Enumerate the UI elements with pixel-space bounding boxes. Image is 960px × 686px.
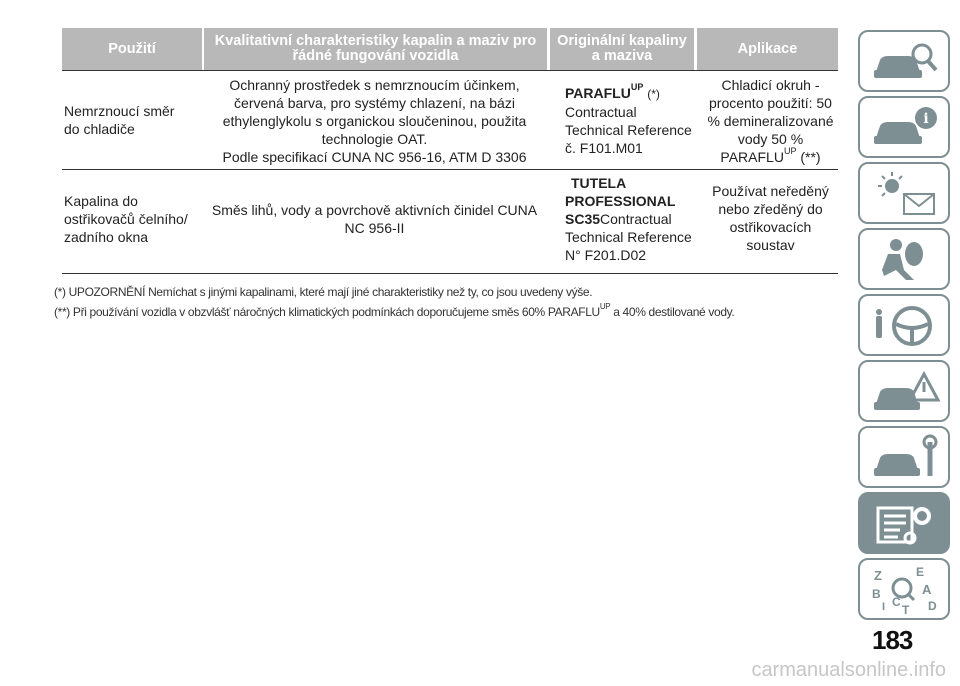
row-rule: [62, 169, 838, 170]
footnote-2-sup: UP: [599, 302, 611, 311]
tab-car-warning[interactable]: [858, 360, 950, 422]
index-letter-b: B: [872, 587, 881, 601]
car-info-icon: [870, 104, 942, 152]
row1-application-line: vody 50 %: [737, 131, 804, 147]
index-letter-c: C: [892, 595, 901, 609]
tab-car-wrench[interactable]: [858, 426, 950, 488]
car-warning-icon: [870, 368, 942, 416]
row1-spec: [202, 76, 547, 166]
row1-usage-line: Nemrznoucí směr: [64, 103, 175, 119]
index-letter-a: A: [922, 582, 932, 597]
row2-usage-line: zadního okna: [64, 229, 149, 245]
car-magnifier-icon: [870, 38, 942, 86]
tab-list-gear[interactable]: [858, 492, 950, 554]
svg-text:i: i: [923, 111, 929, 127]
header-usage: Použití: [62, 28, 202, 70]
tab-car-magnifier[interactable]: [858, 30, 950, 92]
header-application: Aplikace: [697, 28, 838, 70]
watermark: carmanualsonline.info: [751, 659, 946, 681]
row1-spec-line: Ochranný prostředek s nemrznoucím účinkem,: [229, 77, 520, 93]
row2-spec-line: NC 956-II: [344, 220, 405, 236]
tab-lights-envelope[interactable]: [858, 162, 950, 224]
index-letter-e: E: [916, 566, 925, 579]
tab-car-info[interactable]: [858, 96, 950, 158]
tab-index[interactable]: [858, 558, 950, 620]
footnote-2-text-end: a 40% destilované vody.: [610, 305, 735, 319]
row2-usage: [64, 192, 199, 246]
row1-application-line: procento použití: 50: [709, 95, 832, 111]
row2-spec: [202, 201, 547, 237]
footnotes: [54, 282, 734, 322]
row2-product: [565, 174, 705, 264]
product-name-sc35: SC35: [565, 211, 601, 227]
row2-product-ref: Technical Reference: [565, 229, 692, 245]
tab-steering-wheel[interactable]: [858, 294, 950, 356]
footnote-mark: (**): [800, 149, 821, 165]
product-name-paraflu: PARAFLU: [565, 85, 631, 101]
application-sup: UP: [783, 146, 797, 157]
index-letter-t: T: [902, 603, 910, 614]
header-rule: [62, 70, 838, 71]
row1-spec-line: Podle specifikací CUNA NC 956-16, ATM D 3306: [222, 149, 527, 165]
row2-product-ref: Contractual: [600, 211, 672, 227]
index-letter-z: Z: [874, 568, 882, 583]
row2-spec-line: Směs lihů, vody a povrchově aktivních činidel CUNA: [211, 202, 538, 218]
footnote-mark: (*): [647, 87, 660, 101]
header-products-line1: Originální kapaliny: [557, 33, 687, 49]
table-bottom-rule: [62, 273, 838, 274]
row1-product: [565, 84, 700, 157]
row2-usage-line: Kapalina do: [64, 193, 138, 209]
list-gear-icon: [870, 500, 942, 548]
row1-application-line: % demineralizované: [707, 113, 834, 129]
header-spec: [204, 28, 547, 70]
product-name-line: PROFESSIONAL: [565, 193, 676, 209]
row2-application-line: Používat neředěný: [712, 183, 829, 199]
index-letter-i: I: [882, 601, 886, 613]
product-sup: UP: [630, 82, 644, 93]
index-letter-d: D: [928, 599, 937, 613]
header-products: [550, 28, 694, 70]
row2-application: [699, 182, 842, 254]
row1-spec-line: červená barva, pro systémy chlazení, na bázi: [234, 95, 515, 111]
row1-application: [699, 76, 842, 166]
row1-usage-line: do chladiče: [64, 121, 135, 137]
row1-product-ref: č. F101.M01: [565, 140, 643, 156]
row2-application-line: soustav: [746, 237, 795, 253]
row1-product-ref: Technical Reference: [565, 122, 692, 138]
application-paraflu: PARAFLU: [720, 149, 784, 165]
footnote-2-text: (**) Při používání vozidla v obzvlášť náročných klimatických podmínkách doporučujeme směs 60% PARAFLU: [54, 305, 600, 319]
row1-spec-line: ethylenglykolu s organickou sloučeninou, použita: [222, 113, 527, 129]
footnote-2: [54, 302, 734, 322]
row1-spec-line: technologie OAT.: [321, 131, 428, 147]
header-spec-line1: Kvalitativní charakteristiky kapalin a maziv pro: [214, 33, 537, 49]
row2-product-line3: [565, 210, 705, 228]
row1-product-ref: Contractual: [565, 104, 637, 120]
row1-application-line: Chladicí okruh -: [721, 77, 820, 93]
row2-application-line: ostřikovacích: [729, 219, 812, 235]
row2-application-line: nebo zředěný do: [718, 201, 823, 217]
steering-wheel-icon: [870, 302, 942, 350]
tab-airbag-person[interactable]: [858, 228, 950, 290]
row1-usage: [64, 102, 199, 138]
row2-usage-line: ostřikovačů čelního/: [64, 211, 188, 227]
lights-envelope-icon: [870, 170, 942, 218]
airbag-person-icon: [870, 236, 942, 284]
row1-application-product: [699, 148, 842, 166]
page-number: 183: [872, 625, 913, 655]
product-name-line: TUTELA: [571, 175, 627, 191]
header-products-line2: a maziva: [591, 48, 653, 64]
car-wrench-icon: [870, 434, 942, 482]
index-letters-icon: [870, 566, 942, 614]
row1-product-name: [565, 84, 700, 103]
footnote-1: (*) UPOZORNĚNÍ Nemíchat s jinými kapalinami, které mají jiné charakteristiky než ty, co jsou uvedeny výše.: [54, 285, 593, 299]
row2-product-ref: N° F201.D02: [565, 247, 647, 263]
header-spec-line2: řádné fungování vozidla: [292, 48, 459, 64]
